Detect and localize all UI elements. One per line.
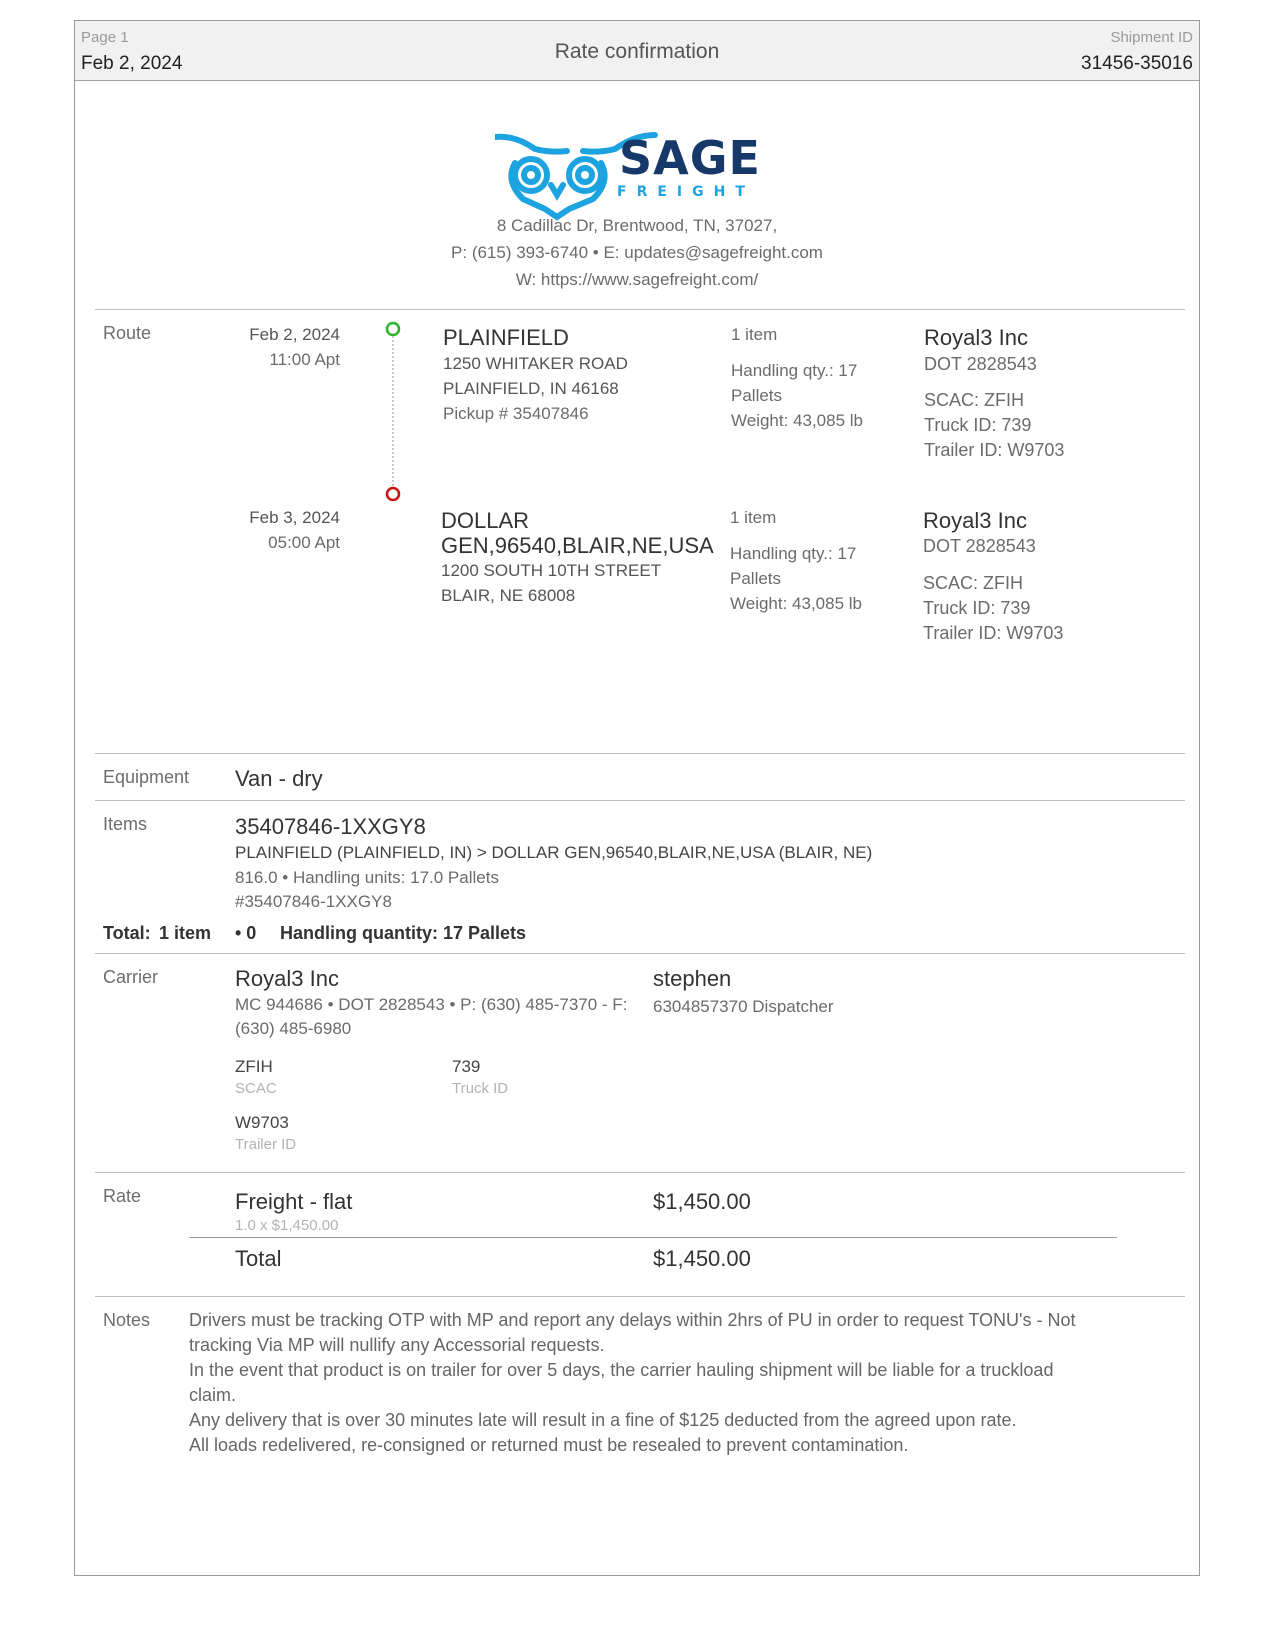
equipment-value: Van - dry	[235, 766, 323, 791]
company-contact: P: (615) 393-6740 • E: updates@sagefreight.com	[451, 243, 823, 262]
stop-time: 05:00 Apt	[268, 533, 340, 552]
shipment-id-label: Shipment ID	[1110, 29, 1193, 46]
rate-label: Rate	[103, 1186, 142, 1206]
carrier-trailer-value: W9703	[235, 1113, 289, 1132]
stop-weight: Weight: 43,085 lb	[731, 411, 863, 430]
carrier-scac-value: ZFIH	[235, 1057, 273, 1076]
carrier-info: MC 944686 • DOT 2828543 • P: (630) 485-7370 - F:	[235, 995, 628, 1014]
stop-pickup-number: Pickup # 35407846	[443, 404, 589, 423]
divider	[95, 953, 1185, 954]
note-line: All loads redelivered, re-consigned or returned must be resealed to prevent contamination.	[189, 1435, 909, 1455]
equipment-label: Equipment	[103, 767, 190, 787]
stop-carrier: Royal3 Inc	[923, 508, 1027, 533]
note-line: Drivers must be tracking OTP with MP and report any delays within 2hrs of PU in order to request TONU's - Not	[189, 1310, 1076, 1330]
item-details: 816.0 • Handling units: 17.0 Pallets	[235, 868, 499, 887]
stop-city: BLAIR, NE 68008	[441, 586, 576, 605]
stop-truck: Truck ID: 739	[924, 415, 1032, 435]
page-header	[75, 21, 1199, 81]
items-total-label: Total:	[103, 923, 151, 943]
divider	[95, 309, 1185, 310]
stop-city: PLAINFIELD, IN 46168	[443, 379, 619, 398]
shipment-id: 31456-35016	[1081, 53, 1193, 74]
carrier-name: Royal3 Inc	[235, 966, 339, 991]
company-website: W: https://www.sagefreight.com/	[515, 270, 759, 289]
note-line: tracking Via MP will nullify any Accessorial requests.	[189, 1335, 605, 1355]
document-frame	[74, 20, 1200, 1576]
stop-name: DOLLAR	[441, 508, 530, 533]
stop-handling: Handling qty.: 17	[730, 544, 857, 563]
stop-scac: SCAC: ZFIH	[924, 390, 1025, 410]
items-total-weight: • 0	[235, 923, 257, 943]
stop-street: 1250 WHITAKER ROAD	[443, 354, 628, 373]
stop-handling: Handling qty.: 17	[731, 361, 858, 380]
rate-line-name: Freight - flat	[235, 1189, 353, 1214]
carrier-trailer-label: Trailer ID	[235, 1136, 297, 1153]
stop-handling-unit: Pallets	[730, 569, 782, 588]
page-label: Page 1	[81, 29, 129, 46]
rate-line-calc: 1.0 x $1,450.00	[235, 1217, 339, 1234]
stop-dot: DOT 2828543	[924, 354, 1037, 374]
route-label: Route	[103, 323, 152, 343]
stop-items: 1 item	[731, 325, 778, 344]
route-line-icon	[383, 321, 403, 501]
carrier-info-line2: (630) 485-6980	[235, 1019, 352, 1038]
carrier-truck-label: Truck ID	[452, 1080, 509, 1097]
stop-weight: Weight: 43,085 lb	[730, 594, 862, 613]
logo-subword: FREIGHT	[617, 184, 755, 200]
note-line: In the event that product is on trailer for over 5 days, the carrier hauling shipment will be liable for a truckload	[189, 1360, 1054, 1380]
rate-total-amount: $1,450.00	[653, 1246, 751, 1271]
carrier-contact-info: 6304857370 Dispatcher	[653, 997, 834, 1016]
stop-date: Feb 3, 2024	[249, 508, 340, 527]
carrier-scac-label: SCAC	[235, 1080, 277, 1097]
divider	[95, 800, 1185, 801]
item-reference: #35407846-1XXGY8	[235, 892, 392, 911]
stop-name: PLAINFIELD	[443, 325, 569, 350]
carrier-contact-name: stephen	[653, 966, 732, 991]
item-route: PLAINFIELD (PLAINFIELD, IN) > DOLLAR GEN,96540,BLAIR,NE,USA (BLAIR, NE)	[235, 843, 873, 862]
carrier-truck-value: 739	[452, 1057, 481, 1076]
stop-street: 1200 SOUTH 10TH STREET	[441, 561, 662, 580]
items-total-handling: Handling quantity: 17 Pallets	[280, 923, 527, 943]
items-label: Items	[103, 814, 148, 834]
stop-items: 1 item	[730, 508, 777, 527]
stop-truck: Truck ID: 739	[923, 598, 1031, 618]
notes-label: Notes	[103, 1310, 151, 1330]
company-address: 8 Cadillac Dr, Brentwood, TN, 37027,	[496, 216, 778, 235]
rate-total-label: Total	[235, 1246, 282, 1271]
item-id: 35407846-1XXGY8	[235, 814, 426, 839]
note-line: Any delivery that is over 30 minutes late will result in a fine of $125 deducted from the agreed upon rate.	[189, 1410, 1017, 1430]
stop-handling-unit: Pallets	[731, 386, 783, 405]
stop-scac: SCAC: ZFIH	[923, 573, 1024, 593]
divider	[95, 1296, 1185, 1297]
logo-word: SAGE	[619, 131, 761, 185]
stop-time: 11:00 Apt	[269, 350, 340, 369]
stop-trailer: Trailer ID: W9703	[924, 440, 1065, 460]
rate-line-amount: $1,450.00	[653, 1189, 751, 1214]
stop-carrier: Royal3 Inc	[924, 325, 1028, 350]
page-title: Rate confirmation	[554, 40, 720, 63]
rate-total-divider	[189, 1237, 1117, 1238]
header-date: Feb 2, 2024	[81, 53, 183, 74]
stop-date: Feb 2, 2024	[249, 325, 340, 344]
items-total-count: 1 item	[159, 923, 212, 943]
stop-trailer: Trailer ID: W9703	[923, 623, 1064, 643]
carrier-label: Carrier	[103, 967, 159, 987]
note-line: claim.	[189, 1385, 237, 1405]
stop-dot: DOT 2828543	[923, 536, 1036, 556]
divider	[95, 1172, 1185, 1173]
divider	[95, 753, 1185, 754]
stop-name-line2: GEN,96540,BLAIR,NE,USA	[441, 533, 714, 558]
